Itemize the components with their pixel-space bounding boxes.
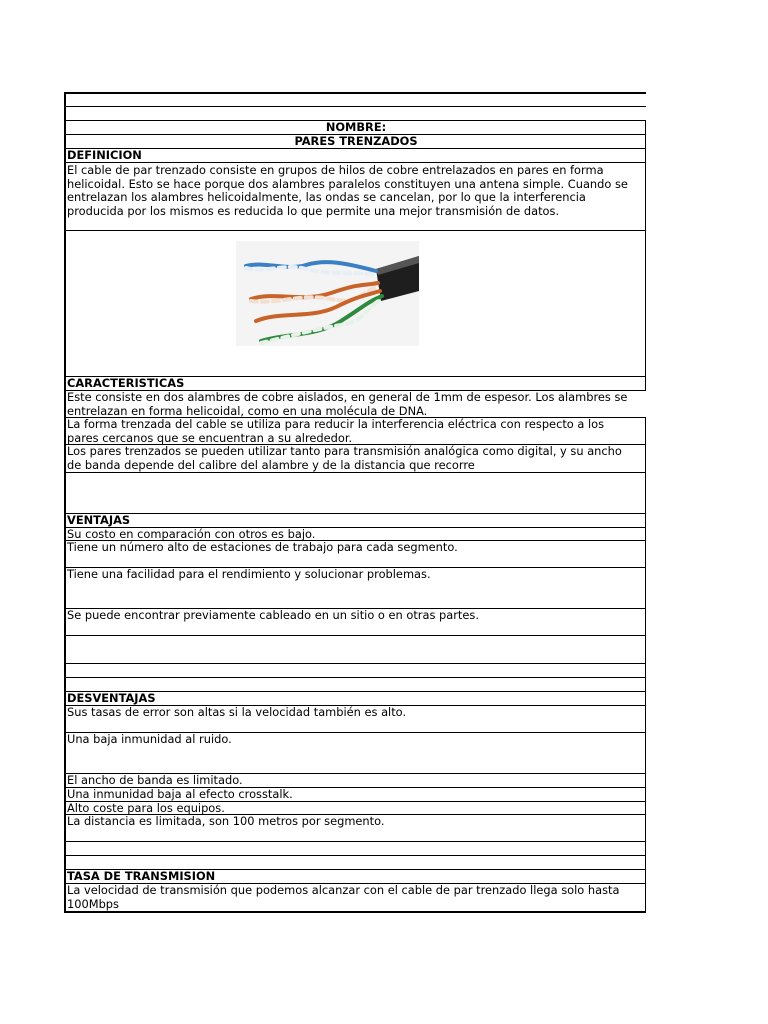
empty-row (66, 678, 646, 692)
caracteristica-item (66, 391, 646, 418)
image-cell (66, 231, 646, 377)
empty-row (66, 842, 646, 856)
caracteristica-item (66, 418, 646, 445)
desventaja-item: Una baja inmunidad al ruido. (66, 733, 646, 774)
ventajas-heading: VENTAJAS (66, 514, 646, 528)
ventaja-item: Tiene un número alto de estaciones de trabajo para cada segmento. (66, 541, 646, 568)
caracteristica-line: La forma trenzada del cable se utiliza para reducir la interferencia eléctrica con respecto a los (67, 417, 605, 431)
definicion-line: El cable de par trenzado consiste en grupos de hilos de cobre entrelazados en pares en forma (67, 163, 604, 177)
desventaja-item: Alto coste para los equipos. (66, 802, 646, 815)
ventaja-item: Su costo en comparación con otros es bajo. (66, 528, 646, 541)
definicion-text (66, 163, 646, 231)
caracteristica-line: pares cercanos que se encuentran a su alrededor. (67, 430, 353, 445)
empty-row (66, 636, 646, 664)
caracteristicas-heading: CARACTERISTICAS (66, 377, 646, 391)
ventaja-item: Tiene una facilidad para el rendimiento y solucionar problemas. (66, 568, 646, 609)
desventajas-heading: DESVENTAJAS (66, 692, 646, 706)
nombre-label: NOMBRE: (66, 121, 646, 135)
caracteristica-item (66, 445, 646, 473)
tasa-text (66, 884, 646, 911)
tasa-line: La velocidad de transmisión que podemos alcanzar con el cable de par trenzado llega solo hasta (67, 883, 620, 897)
empty-row (66, 856, 646, 870)
twisted-pair-cable-photo (236, 241, 419, 346)
tasa-heading: TASA DE TRANSMISION (66, 870, 646, 884)
tasa-line: 100Mbps (67, 896, 119, 911)
empty-row (66, 664, 646, 678)
caracteristica-line: Los pares trenzados se pueden utilizar tanto para transmisión analógica como digital, y su ancho (67, 444, 622, 458)
definicion-line: producida por los mismos es reducida lo que permite una mejor transmisión de datos. (67, 203, 560, 218)
ventaja-item: Se puede encontrar previamente cableado en un sitio o en otras partes. (66, 609, 646, 636)
empty-row (66, 94, 646, 107)
desventaja-item: La distancia es limitada, son 100 metros por segmento. (66, 815, 646, 842)
sheet-title: PARES TRENZADOS (66, 135, 646, 149)
caracteristica-line: de banda depende del calibre del alambre y de la distancia que recorre (67, 457, 475, 472)
empty-row (66, 107, 646, 121)
desventaja-item: Una inmunidad baja al efecto crosstalk. (66, 788, 646, 802)
empty-row (66, 473, 646, 514)
desventaja-item: El ancho de banda es limitado. (66, 774, 646, 788)
desventaja-item: Sus tasas de error son altas si la velocidad también es alto. (66, 706, 646, 733)
caracteristica-line: Este consiste en dos alambres de cobre aislados, en general de 1mm de espesor. Los alambres se (67, 390, 628, 404)
caracteristica-line: entrelazan en forma helicoidal, como en una molécula de DNA. (67, 403, 428, 418)
definicion-line: entrelazan los alambres helicoidalmente, las ondas se cancelan, por lo que la interferencia (67, 190, 586, 204)
definicion-heading: DEFINICION (66, 149, 646, 163)
definicion-line: helicoidal. Esto se hace porque dos alambres paralelos constituyen una antena simple. Cuando se (67, 176, 628, 191)
spreadsheet (64, 92, 646, 913)
